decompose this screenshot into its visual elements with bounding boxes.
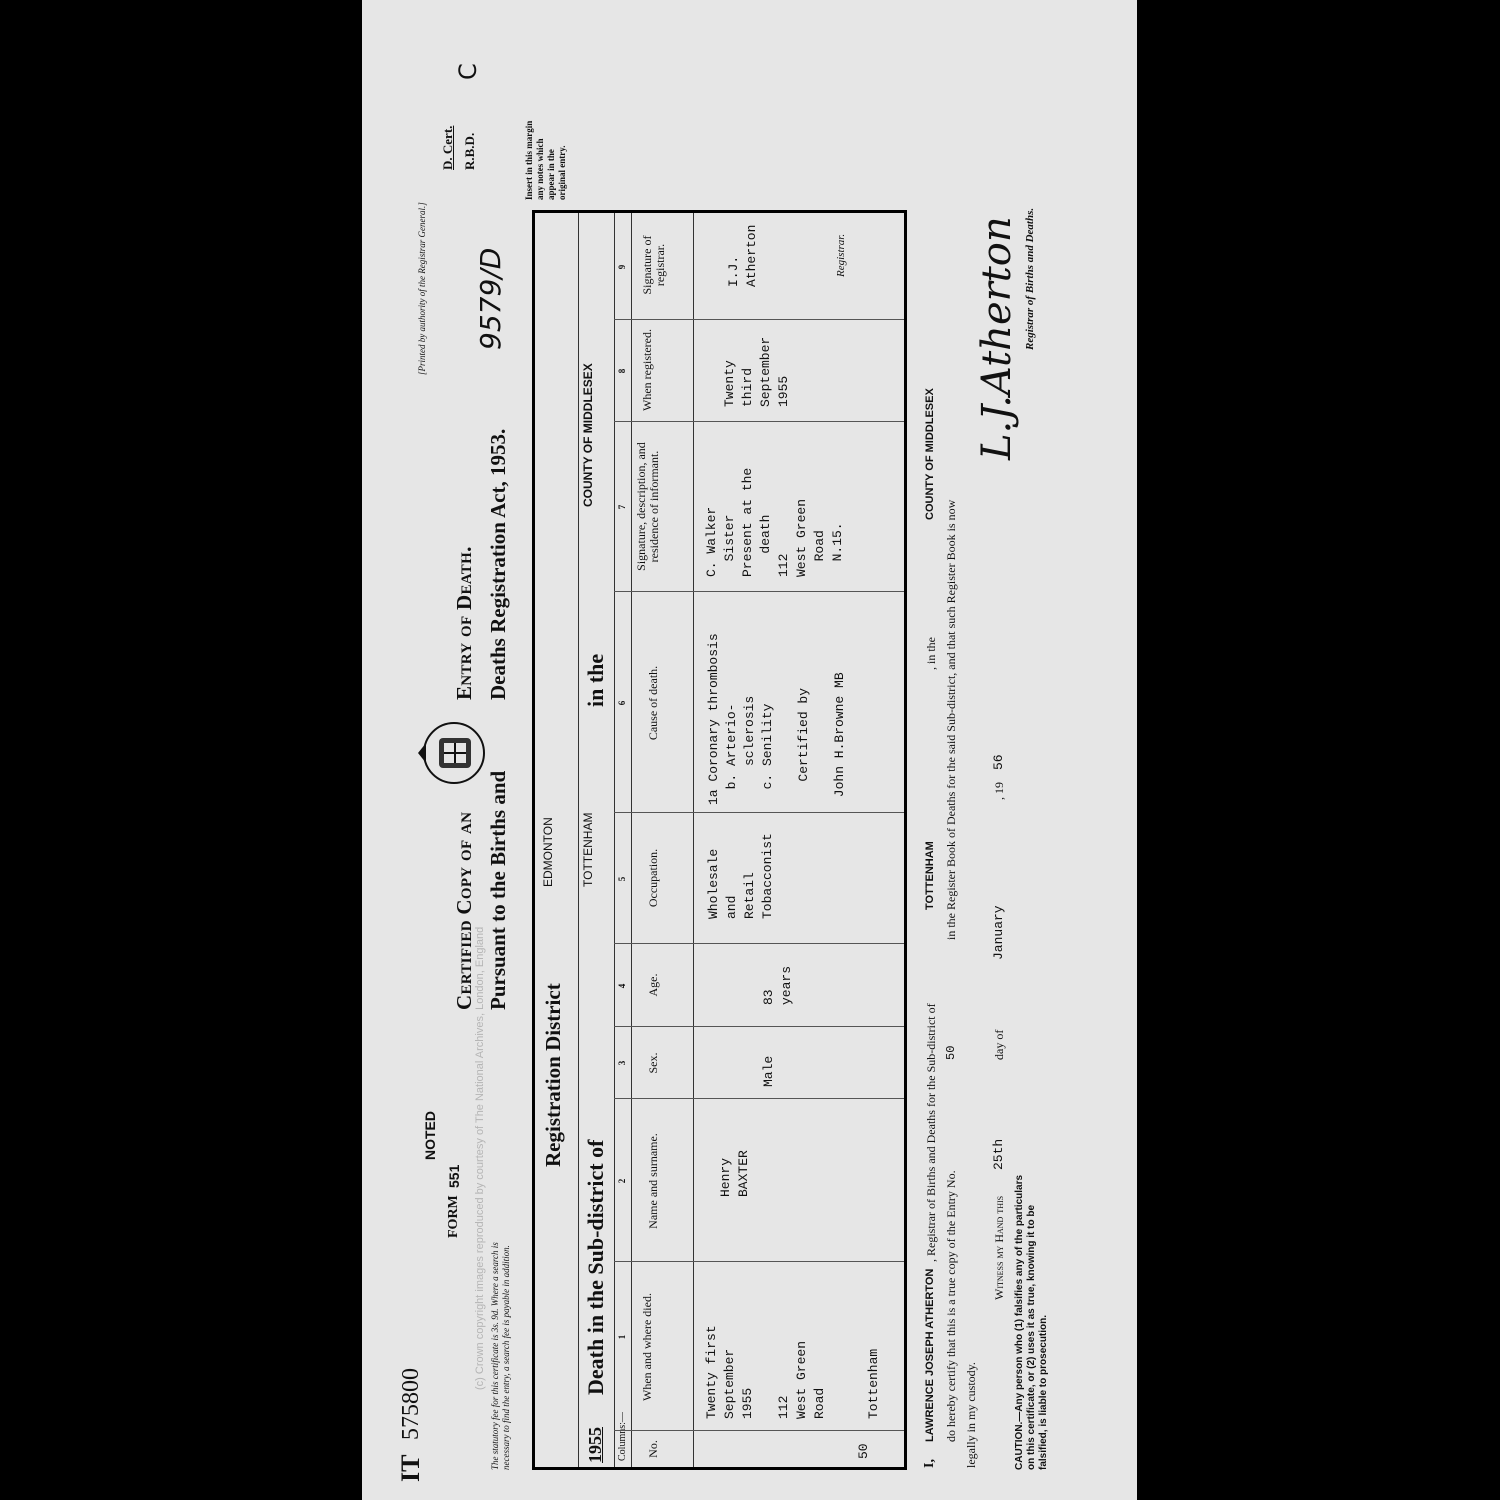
footer-register-text: in the Register Book of Deaths for the said Sub-district, and that such Register Book is now (944, 499, 958, 940)
footer-county: COUNTY OF MIDDLESEX (924, 388, 936, 520)
certificate-paper (362, 0, 1137, 1500)
year-prefix: 1955 (585, 1427, 605, 1463)
margin-note: Insert in this margin any notes which appear in the original entry. (524, 120, 567, 200)
entry-when-where-died: Twenty first September 1955 112 West Green Road Tottenham (704, 1325, 881, 1419)
entry-sex: Male (761, 1055, 776, 1087)
registrar-label: Registrar. (835, 233, 847, 277)
entry-when-registered: Twenty third September 1955 (722, 336, 791, 407)
footer-entry-no: 50 (944, 1045, 958, 1060)
county-value: COUNTY OF MIDDLESEX (581, 363, 595, 507)
header-when-registered: When registered. (640, 329, 654, 411)
entry-informant: C. Walker Sister Present at the death 112 West Green Road N.15. (704, 467, 845, 577)
entry-occupation: Wholesale and Retail Tobacconist (706, 833, 775, 919)
footer-subdistrict: TOTTENHAM (924, 841, 936, 910)
header-cause-of-death: Cause of death. (646, 665, 660, 741)
footer-witness: Witness my Hand this (992, 1195, 1006, 1300)
column-number-9: 9 (617, 264, 627, 270)
footer-registrar-text: , Registrar of Births and Deaths for the Sub-district of (924, 1003, 938, 1262)
rbd-code: R.B.D. (462, 132, 477, 170)
entry-number: 50 (856, 1443, 871, 1459)
header-age: Age. (646, 973, 660, 997)
form-noted: NOTED (422, 1111, 438, 1160)
heading-line2: Pursuant to the Births and (486, 770, 510, 1010)
corner-mark: C (454, 63, 482, 80)
column-number-5: 5 (617, 876, 627, 882)
footer-day: 25th (991, 1138, 1006, 1170)
header-no: No. (646, 1440, 660, 1458)
heading-line1b: Entry of Death. (452, 546, 476, 700)
handwritten-reference: 9579/D (474, 247, 507, 350)
entry-cause-of-death: 1a Coronary thrombosis b. Arterio- sclerosis c. Senility Certified by John H.Browne MB (706, 633, 847, 805)
d-cert-code: D. Cert. (440, 125, 455, 170)
column-number-7: 7 (617, 504, 627, 510)
footer-registrar-name: LAWRENCE JOSEPH ATHERTON (924, 1268, 936, 1442)
registrar-signature-handwritten: L.J.Atherton (974, 216, 1020, 460)
serial-prefix: IT (396, 1454, 425, 1482)
header-registrar-signature: Signature of registrar. (640, 235, 667, 295)
column-number-2: 2 (617, 1178, 627, 1184)
heading-line1: Certified Copy of an (452, 811, 476, 1010)
footer-year-suffix: 56 (991, 754, 1006, 770)
column-number-6: 6 (617, 700, 627, 706)
footer-certify-text: do hereby certify that this is a true copy of the Entry No. (944, 1170, 958, 1442)
footer-in-the: , in the (924, 637, 938, 670)
column-number-4: 4 (617, 983, 627, 989)
column-number-1: 1 (617, 1334, 627, 1340)
footer-year-prefix: , 19 (992, 782, 1006, 800)
header-informant: Signature, description, and residence of informant. (634, 442, 661, 571)
footer-month: January (991, 905, 1006, 960)
footer-signatory-title: Registrar of Births and Deaths. (1024, 207, 1036, 350)
footer-custody: legally in my custody. (964, 1362, 978, 1468)
header-when-where-died: When and where died. (640, 1293, 654, 1401)
header-sex: Sex. (646, 1052, 660, 1074)
registration-district-label: Registration District (541, 983, 565, 1167)
form-number: 551 (446, 1164, 462, 1188)
entry-age: 83 years (761, 965, 794, 1005)
footer-day-of: day of (992, 1029, 1006, 1060)
register-table (532, 210, 907, 1470)
columns-label: Columns:— (617, 1412, 628, 1461)
registration-district-value: EDMONTON (541, 817, 555, 887)
header-occupation: Occupation. (646, 848, 660, 908)
entry-registrar-signature: I.J. Atherton (726, 224, 759, 287)
copyright-watermark: (c) Crown copyright images reproduced by courtesy of The National Archives, London, England (474, 926, 486, 1390)
royal-crest-icon (414, 718, 494, 788)
footer-i: I, (922, 1459, 937, 1468)
in-the-label: in the (583, 653, 608, 707)
header-name-surname: Name and surname. (646, 1133, 660, 1229)
column-number-8: 8 (617, 368, 627, 374)
printed-by-note: [Printed by authority of the Registrar General.] (417, 202, 427, 375)
subdistrict-value: TOTTENHAM (581, 812, 595, 887)
serial-number: 575800 (398, 1368, 424, 1440)
entry-name-surname: Henry BAXTER (718, 1150, 751, 1197)
certificate-content (362, 0, 1137, 1500)
heading-line2b: Deaths Registration Act, 1953. (486, 428, 510, 700)
form-label: FORM (446, 1195, 461, 1238)
death-in-subdistrict-label: Death in the Sub-district of (583, 1139, 608, 1395)
fee-note: The statutory fee for this certificate is 3s. 9d. Where a search is necessary to find the entry, a search fee is payable in addition. (490, 1242, 511, 1470)
column-number-3: 3 (617, 1060, 627, 1066)
caution-note: CAUTION.—Any person who (1) falsifies any of the particulars on this certificate, or (2) uses it as true, knowing it to be falsified, is liable to prosecution. (1014, 1174, 1049, 1470)
